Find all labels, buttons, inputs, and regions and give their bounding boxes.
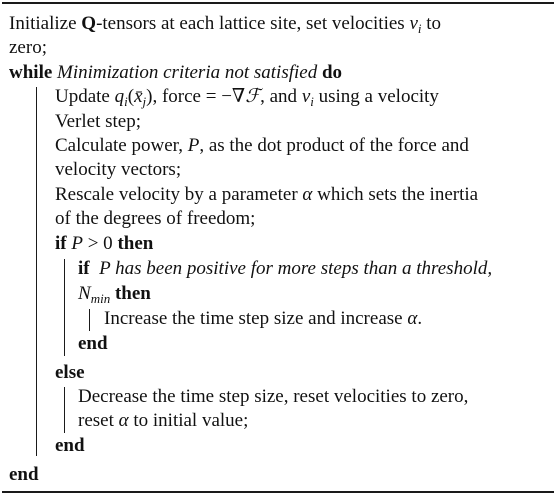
then-keyword: then [117, 233, 154, 254]
while-keyword: while [9, 62, 53, 83]
else-body-bar [64, 387, 65, 433]
decrease-line-2: reset α to initial value; [78, 410, 249, 431]
update-line-2: Verlet step; [55, 111, 142, 132]
if-body-bar [64, 259, 65, 356]
if-keyword: if [55, 233, 67, 254]
rescale-line-2: of the degrees of freedom; [55, 208, 256, 229]
bottom-rule [2, 491, 554, 493]
inner-if-line-1: if P has been positive for more steps than a threshold, [78, 258, 493, 279]
top-rule [2, 2, 554, 4]
increase-line: Increase the time step size and increase α. [104, 308, 423, 329]
if-line: if P > 0 then [55, 233, 154, 254]
while-end-line: end [9, 464, 39, 485]
rescale-line-1: Rescale velocity by a parameter α which sets the inertia [55, 184, 479, 205]
inner-if-line-2: $N_{min}$ then [78, 283, 151, 306]
init-line-1: Initialize Q-tensors at each lattice site, set velocities $v_i$ to [9, 13, 442, 36]
do-keyword: do [321, 62, 343, 83]
init-line-2: zero; [9, 37, 47, 58]
while-condition: Minimization criteria not satisfied [57, 62, 318, 83]
power-line-1: Calculate power, P, as the dot product of the force and [55, 135, 469, 156]
inner-if-keyword: if [78, 258, 90, 279]
while-body-bar [36, 87, 37, 456]
inner-if-body-bar [89, 309, 90, 331]
inner-end-line: end [78, 333, 108, 354]
if-end-line: end [55, 435, 85, 456]
decrease-line-1: Decrease the time step size, reset velocities to zero, [78, 386, 469, 407]
while-line [9, 61, 342, 85]
else-line: else [55, 362, 85, 383]
update-line-1: Update $q_i(x̄_j)$, force = −∇ℱ, and $v_i$ using a velocity [55, 86, 439, 109]
inner-then-keyword: then [114, 283, 151, 304]
power-line-2: velocity vectors; [55, 159, 182, 180]
